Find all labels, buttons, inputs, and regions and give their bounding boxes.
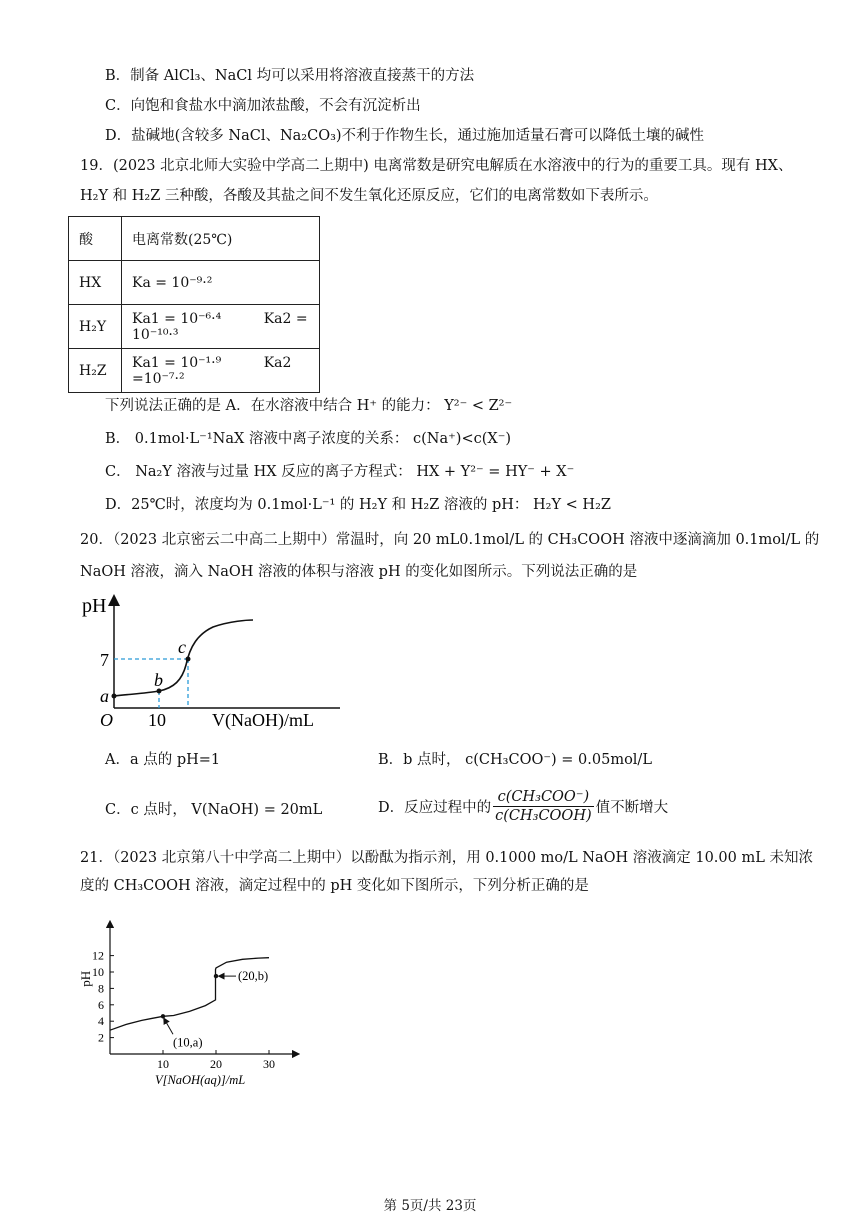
y-tick-label: 12 bbox=[92, 948, 104, 963]
y-tick-label: 2 bbox=[98, 1030, 104, 1045]
ka2-value: Ka2 = 10⁻¹⁰·³ bbox=[132, 310, 308, 343]
q20-option-d-suffix: 值不断增大 bbox=[595, 800, 669, 816]
y-tick-label: 10 bbox=[92, 965, 104, 979]
q18-option-b: B．制备 AlCl₃、NaCl 均可以采用将溶液直接蒸干的方法 bbox=[105, 68, 475, 84]
q21-titration-chart bbox=[76, 918, 316, 1088]
table-row bbox=[69, 349, 320, 393]
q19-stem-line1: 19．(2023 北京北师大实验中学高二上期中) 电离常数是研究电解质在水溶液中的行为的重要工具。现有 HX、 bbox=[80, 158, 793, 174]
q20-option-c: C．c 点时， V(NaOH) = 20mL bbox=[105, 802, 323, 818]
y-tick-label: 4 bbox=[98, 1014, 104, 1029]
x-tick-label: 30 bbox=[263, 1057, 275, 1071]
annotation-label-b: (20,b) bbox=[238, 969, 269, 984]
x-axis-label: V(NaOH)/mL bbox=[212, 710, 314, 730]
table-row bbox=[69, 261, 320, 305]
q20-option-b: B．b 点时， c(CH₃COO⁻) = 0.05mol/L bbox=[378, 752, 652, 768]
q19-option-c: C． Na₂Y 溶液与过量 HX 反应的离子方程式： HX + Y²⁻ = HY⁻ + X⁻ bbox=[105, 464, 575, 480]
ionization-constant-table bbox=[68, 216, 320, 393]
y-axis-label: pH bbox=[78, 970, 93, 987]
label-b: b bbox=[154, 670, 163, 690]
point-20-b bbox=[214, 974, 218, 978]
y-tick-label: 6 bbox=[98, 997, 104, 1012]
point-c bbox=[186, 657, 191, 662]
q19-stem-line2: H₂Y 和 H₂Z 三种酸，各酸及其盐之间不发生氧化还原反应，它们的电离常数如下表所示。 bbox=[80, 188, 658, 204]
q21-stem-line1: 21．（2023 北京第八十中学高二上期中）以酚酞为指示剂，用 0.1000 mo/L NaOH 溶液滴定 10.00 mL 未知浓 bbox=[80, 850, 813, 866]
table-header-acid: 酸 bbox=[69, 217, 122, 261]
q19-option-b: B． 0.1mol·L⁻¹NaX 溶液中离子浓度的关系： c(Na⁺)<c(X⁻) bbox=[105, 431, 511, 447]
table-header-row bbox=[69, 217, 320, 261]
q18-option-d: D．盐碱地(含较多 NaCl、Na₂CO₃)不利于作物生长，通过施加适量石膏可以降低土壤的碱性 bbox=[105, 128, 705, 144]
annotation-arrow-a bbox=[165, 1020, 173, 1034]
table-row bbox=[69, 305, 320, 349]
ka1-value: Ka1 = 10⁻⁶·⁴ bbox=[132, 310, 222, 327]
q19-option-a: 下列说法正确的是 A．在水溶液中结合 H⁺ 的能力： Y²⁻ < Z²⁻ bbox=[105, 398, 513, 414]
y-tick-label: 8 bbox=[98, 981, 104, 996]
table-cell-acid: H₂Z bbox=[69, 349, 122, 393]
x-tick-label: 20 bbox=[210, 1057, 222, 1071]
table-cell-acid: H₂Y bbox=[69, 305, 122, 349]
ka-value: Ka = 10⁻⁹·² bbox=[132, 274, 213, 291]
ratio-denominator: c(CH₃COOH) bbox=[495, 808, 592, 824]
ratio-numerator: c(CH₃COO⁻) bbox=[493, 788, 594, 807]
point-10-a bbox=[161, 1014, 165, 1018]
q20-option-a: A．a 点的 pH=1 bbox=[105, 752, 221, 768]
q20-titration-graph bbox=[78, 590, 358, 740]
page-footer: 第 5页/共 23页 bbox=[383, 1198, 477, 1214]
ph-curve bbox=[114, 620, 253, 696]
q21-stem-line2: 度的 CH₃COOH 溶液，滴定过程中的 pH 变化如下图所示，下列分析正确的是 bbox=[80, 878, 589, 894]
label-a: a bbox=[100, 686, 109, 706]
q20-option-d bbox=[378, 788, 668, 825]
label-c: c bbox=[178, 637, 186, 657]
x-axis-label: V[NaOH(aq)]/mL bbox=[154, 1073, 246, 1087]
ka1-value: Ka1 = 10⁻¹·⁹ bbox=[132, 354, 222, 371]
table-cell-constant bbox=[122, 261, 320, 305]
x-tick-label: 10 bbox=[157, 1057, 169, 1071]
x-tick-10: 10 bbox=[148, 710, 166, 730]
table-cell-acid: HX bbox=[69, 261, 122, 305]
table-header-constant: 电离常数(25℃) bbox=[122, 217, 320, 261]
q20-stem-line1: 20．（2023 北京密云二中高二上期中）常温时，向 20 mL0.1mol/L 的 CH₃COOH 溶液中逐滴滴加 0.1mol/L 的 bbox=[80, 532, 820, 548]
q20-stem-line2: NaOH 溶液，滴入 NaOH 溶液的体积与溶液 pH 的变化如图所示。下列说法正确的是 bbox=[80, 564, 638, 580]
y-tick-7: 7 bbox=[100, 650, 109, 670]
q19-option-d: D．25℃时，浓度均为 0.1mol·L⁻¹ 的 H₂Y 和 H₂Z 溶液的 pH： H₂Y < H₂Z bbox=[105, 497, 611, 513]
table-cell-constant bbox=[122, 349, 320, 393]
origin-label: O bbox=[100, 710, 113, 730]
q18-option-c: C．向饱和食盐水中滴加浓盐酸，不会有沉淀析出 bbox=[105, 98, 421, 114]
q20-option-d-prefix: D．反应过程中的 bbox=[378, 800, 492, 816]
table-cell-constant bbox=[122, 305, 320, 349]
y-axis-label: pH bbox=[82, 595, 107, 617]
point-a bbox=[112, 694, 117, 699]
concentration-ratio bbox=[493, 788, 594, 825]
ka2-value: Ka2 =10⁻⁷·² bbox=[132, 354, 292, 387]
annotation-label-a: (10,a) bbox=[173, 1035, 203, 1050]
